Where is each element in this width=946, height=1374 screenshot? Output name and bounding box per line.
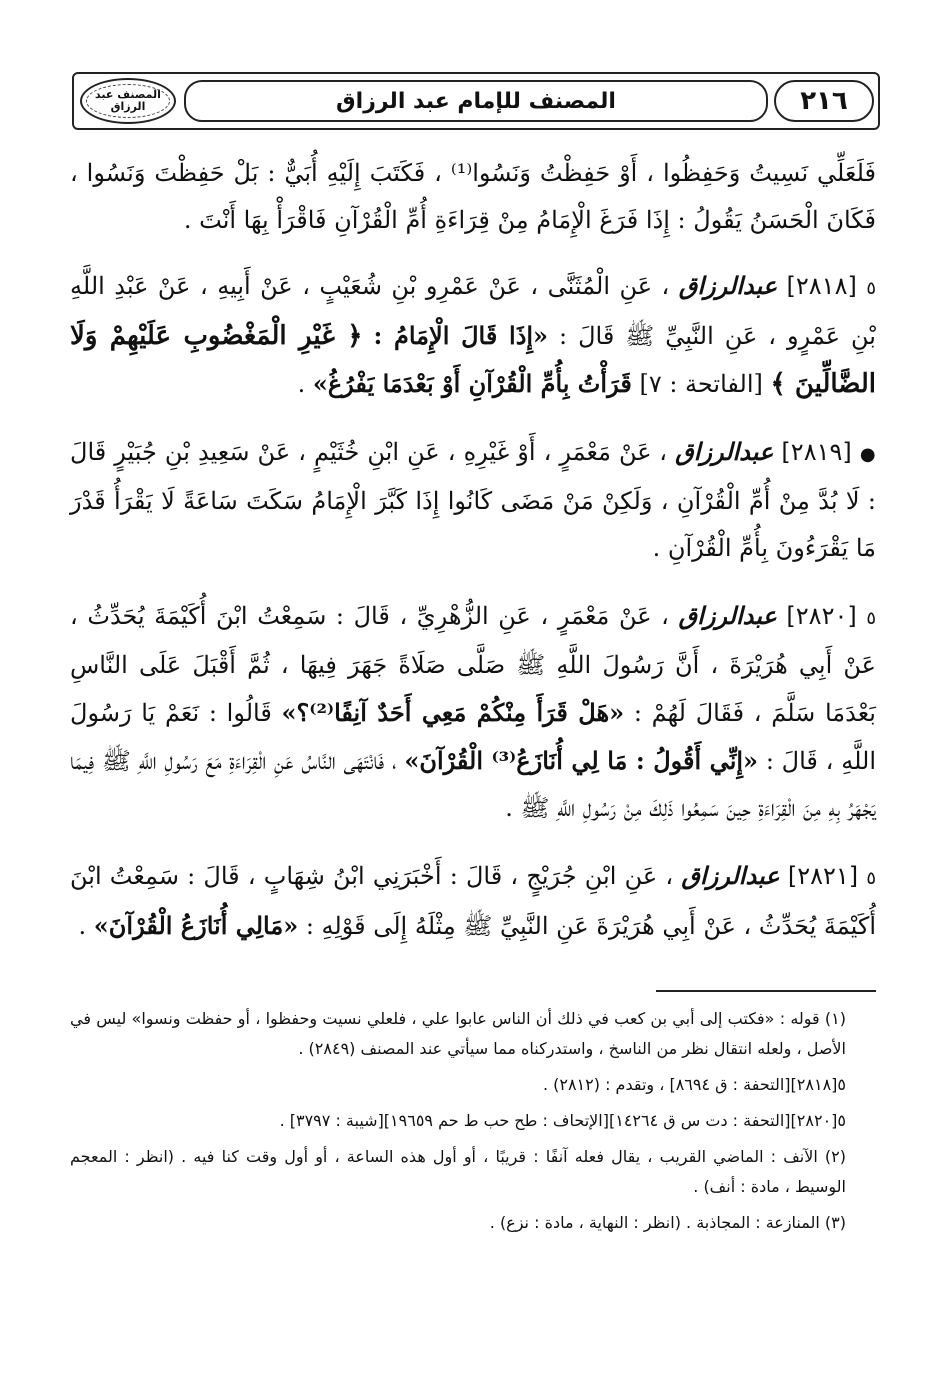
prophetic-quote-end: قَرَأْتُ بِأُمِّ الْقُرْآنِ أَوْ بَعْدَمَا يَفْرُغُ» [312,369,632,398]
footnotes [70,1004,846,1244]
prophetic-quote: «هَلْ قَرَأَ مِنْكُمْ مَعِي أَحَدٌ آنِفًا⁽²⁾؟» [281,698,625,727]
hadith-chain: ، عَنِ ابْنِ جُرَيْجٍ ، قَالَ : أَخْبَرَنِي ابْنُ شِهَابٍ ، قَالَ : سَمِعْتُ ابْنَ أُكَيْمَةَ يُحَدِّثُ ، عَنْ أَبِي هُرَيْرَةَ عَنِ النَّبِيِّ ﷺ مِثْلَهُ إِلَى قَوْلِهِ : [70,862,876,940]
narrator-name: عبدالرزاق [675,437,774,466]
end-punct: . [78,912,87,940]
hadith-2821 [70,852,876,950]
prophetic-quote: «إِنِّي أَقُولُ : مَا لِي أُنَازَعُ⁽³⁾ الْقُرْآنَ» [404,746,759,775]
hadith-text: ، فَانْتَهَى النَّاسُ عَنِ الْقِرَاءَةِ مَعَ رَسُولِ اللَّهِ ﷺ فِيمَا يَجْهَرُ بِهِ مِنَ الْقِرَاءَةِ حِينَ سَمِعُوا ذَلِكَ مِنْ رَسُولِ اللَّهِ ﷺ . [70,747,876,822]
footnote: ٥[٢٨٢٠][التحفة : دت س ق ١٤٢٦٤][الإتحاف : طح حب ط حم ١٩٦٥٩][شيبة : ٣٧٩٧] . [279,1111,846,1130]
hadith-marker: ٥ [866,278,876,299]
page-header [72,72,880,130]
footnote: (١) قوله : «فكتب إلى أبي بن كعب في ذلك أن الناس عابوا علي ، فلعلي نسيت وحفظوا ، أو حفظت ونسوا» ليس في الأصل ، ولعله انتقال نظر من الناسخ ، واستدركناه مما سيأتي عند المصنف (٢٨٤٩) . [70,1009,846,1058]
hadith-2820 [70,592,876,832]
quran-verse: ﴿ غَيْرِ الْمَغْضُوبِ عَلَيْهِمْ وَلَا الضَّالِّينَ ﴾ [70,321,876,399]
hadith-marker: ٥ [866,868,876,889]
hadith-chain: ، عَنْ مَعْمَرٍ ، عَنِ الزُّهْرِيِّ ، قَالَ : سَمِعْتُ ابْنَ أُكَيْمَةَ يُحَدِّثُ ، عَنْ أَبِي هُرَيْرَةَ ، أَنَّ رَسُولَ اللَّهِ ﷺ صَلَّى صَلَاةً جَهَرَ فِيهَا ، ثُمَّ أَقْبَلَ عَلَى النَّاسِ بَعْدَمَا سَلَّمَ ، فَقَالَ لَهُمْ : [70,602,876,727]
footnote: (٢) الآنف : الماضي القريب ، يقال فعله آنفًا : قريبًا ، أو أول هذه الساعة ، أو أول وقت كنا فيه . (انظر : المعجم الوسيط ، مادة : أنف) . [70,1147,846,1196]
prophetic-quote: «مَالِي أُنَازَعُ الْقُرْآنَ» [93,911,299,940]
page-number: ٢١٦ [774,80,874,122]
hadith-chain: ، عَنِ الْمُثَنَّى ، عَنْ عَمْرِو بْنِ شُعَيْبٍ ، عَنْ أَبِيهِ ، عَنْ عَبْدِ اللَّهِ بْنِ عَمْرٍو ، عَنِ النَّبِيِّ ﷺ قَالَ : [70,272,876,350]
footnote: ٥[٢٨١٨][التحفة : ق ٨٦٩٤] ، وتقدم : (٢٨١٢) . [542,1075,846,1094]
hadith-number: [٢٨١٨] [786,272,857,300]
hadith-text: ، عَنْ مَعْمَرٍ ، أَوْ غَيْرِهِ ، عَنِ ابْنِ خُثَيْمٍ ، عَنْ سَعِيدِ بْنِ جُبَيْرٍ قَالَ : لَا بُدَّ مِنْ أُمِّ الْقُرْآنِ ، وَلَكِنْ مَنْ مَضَى كَانُوا إِذَا كَبَّرَ الْإِمَامُ سَكَتَ سَاعَةً لَا يَقْرَأُ قَدْرَ مَا يَقْرَءُونَ بِأُمِّ الْقُرْآنِ . [70,438,876,562]
book-title: المصنف للإمام عبد الرزاق [336,88,616,114]
hadith-number: [٢٨١٩] [781,438,852,466]
paragraph-continuation: فَلَعَلِّي نَسِيتُ وَحَفِظُوا ، أَوْ حَفِظْتُ وَنَسُوا⁽¹⁾ ، فَكَتَبَ إِلَيْهِ أُبَيٌّ : بَلْ حَفِظْتَ وَنَسُوا ، فَكَانَ الْحَسَنُ يَقُولُ : إِذَا فَرَغَ الْإِمَامُ مِنْ قِرَاءَةِ أُمِّ الْقُرْآنِ فَاقْرَأْ بِهَا أَنْتَ . [70,159,876,234]
hadith-2819 [70,428,876,572]
hadith-number: [٢٨٢٠] [786,602,857,630]
hadith-number: [٢٨٢١] [787,862,859,890]
main-text [70,150,876,970]
hadith-text: قَالُوا : نَعَمْ يَا رَسُولَ اللَّهِ ، قَالَ : [70,699,876,775]
footnote: (٣) المنازعة : المجاذبة . (انظر : النهاية ، مادة : نزع) . [489,1213,846,1232]
emblem-logo: المصنف عبد الرزاق [80,78,176,124]
prophetic-quote: «إِذَا قَالَ الْإِمَامُ : [373,321,549,350]
end-punct: . [297,370,306,398]
narrator-name: عبدالرزاق [681,861,780,890]
narrator-name: عبدالرزاق [678,271,778,300]
narrator-name: عبدالرزاق [678,601,777,630]
hadith-2818 [70,262,876,408]
hadith-marker: ● [859,444,876,465]
header-title-frame [184,80,768,122]
hadith-marker: ٥ [866,608,876,629]
footnote-separator [656,990,876,992]
verse-reference: [الفاتحة : ٧] [639,370,763,398]
